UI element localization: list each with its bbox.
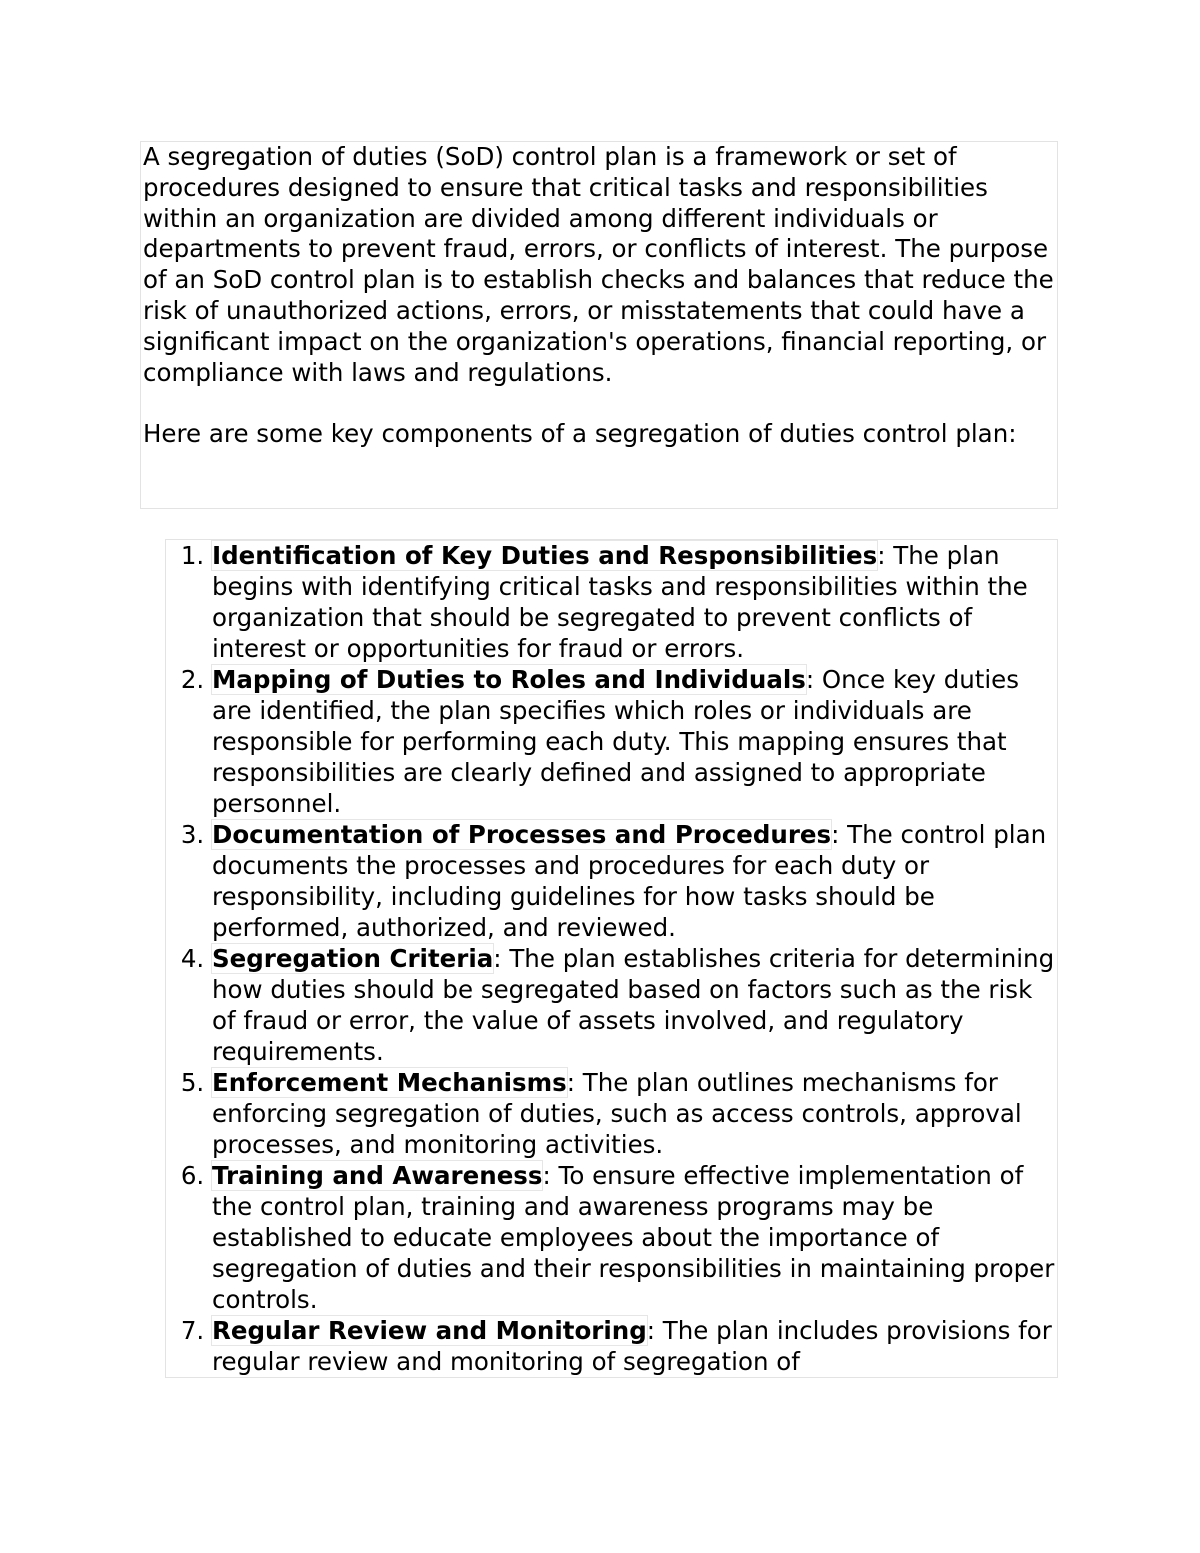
list-item-description: : Once key duties are identified, the plan specifies which roles or individuals are responsible for performing each duty. This mapping ensures that responsibilities are clearly defined and assigned to appropriate personnel. [212, 665, 1020, 818]
list-item-term: Enforcement Mechanisms [212, 1068, 567, 1097]
list-item-description: : The plan begins with identifying critical tasks and responsibilities within the organization that should be segregated to prevent conflicts of interest or opportunities for fraud or errors. [212, 541, 1028, 663]
list-item [212, 819, 1057, 943]
list-item [212, 1315, 1057, 1377]
components-list-block [165, 539, 1058, 1378]
components-list [166, 540, 1057, 1377]
list-item-description: : The plan establishes criteria for determining how duties should be segregated based on factors such as the risk of fraud or error, the value of assets involved, and regulatory requirements. [212, 944, 1055, 1066]
list-item-description: : The plan outlines mechanisms for enforcing segregation of duties, such as access controls, approval processes, and monitoring activities. [212, 1068, 1022, 1159]
list-item [212, 664, 1057, 819]
list-item [212, 1067, 1057, 1160]
intro-paragraph: A segregation of duties (SoD) control plan is a framework or set of procedures designed to ensure that critical tasks and responsibilities within an organization are divided among different individuals or departments to prevent fraud, errors, or conflicts of interest. The purpose of an SoD control plan is to establish checks and balances that reduce the risk of unauthorized actions, errors, or misstatements that could have a significant impact on the organization's operations, financial reporting, or compliance with laws and regulations. [143, 142, 1054, 387]
list-item-term: Regular Review and Monitoring [212, 1316, 647, 1345]
list-item-description: : The control plan documents the processes and procedures for each duty or responsibility, including guidelines for how tasks should be performed, authorized, and reviewed. [212, 820, 1047, 942]
list-item-term: Documentation of Processes and Procedures [212, 820, 832, 849]
list-item [212, 943, 1057, 1067]
list-item-term: Identification of Key Duties and Responsibilities [212, 541, 878, 570]
list-item-term: Mapping of Duties to Roles and Individuals [212, 665, 806, 694]
list-item-description: : To ensure effective implementation of the control plan, training and awareness programs may be established to educate employees about the importance of segregation of duties and their responsibilities in maintaining proper controls. [212, 1161, 1055, 1314]
intro-lead-in: Here are some key components of a segregation of duties control plan: [143, 419, 1017, 449]
list-item-description: : The plan includes provisions for regular review and monitoring of segregation of [212, 1316, 1052, 1376]
list-item-term: Training and Awareness [212, 1161, 543, 1190]
list-item-term: Segregation Criteria [212, 944, 494, 973]
list-item [212, 540, 1057, 664]
intro-text-block [140, 141, 1058, 509]
list-item [212, 1160, 1057, 1315]
